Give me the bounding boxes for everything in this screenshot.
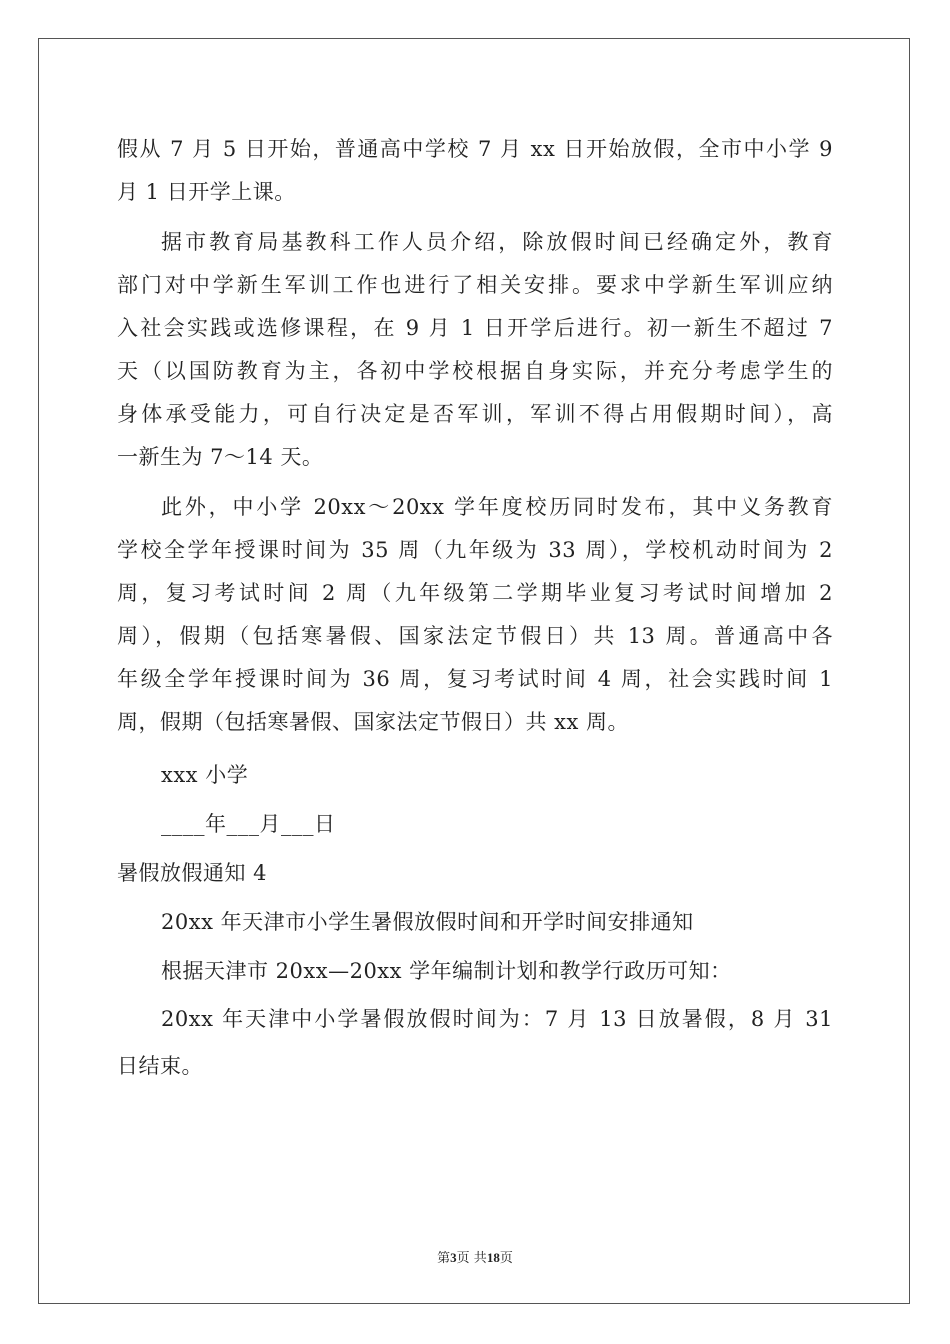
paragraph3-line: 此外，中小学 20xx～20xx 学年度校历同时发布，其中义务教育 [161,495,833,519]
paragraph3-line: 学校全学年授课时间为 35 周（九年级为 33 周），学校机动时间为 2 [117,538,833,562]
paragraph2-line: 据市教育局基教科工作人员介绍，除放假时间已经确定外，教育 [161,230,833,254]
footer-middle: 页 共 [456,1251,487,1266]
paragraph2-line: 部门对中学新生军训工作也进行了相关安排。要求中学新生军训应纳 [117,273,833,297]
section-title: 暑假放假通知 4 [117,861,268,885]
signature-date: ____年___月___日 [161,812,336,836]
notice-line: 日结束。 [117,1054,203,1078]
paragraph3-line: 年级全学年授课时间为 36 周，复习考试时间 4 周，社会实践时间 1 [117,667,833,691]
footer-prefix: 第 [437,1251,451,1266]
notice-heading: 20xx 年天津市小学生暑假放假时间和开学时间安排通知 [161,910,694,934]
paragraph3-line: 周，假期（包括寒暑假、国家法定节假日）共 xx 周。 [117,710,630,734]
footer-page-number: 3 [450,1250,457,1265]
paragraph2-line: 入社会实践或选修课程，在 9 月 1 日开学后进行。初一新生不超过 7 [117,316,833,340]
paragraph3-line: 周），假期（包括寒暑假、国家法定节假日）共 13 周。普通高中各 [117,624,833,648]
document-body [117,128,833,1090]
paragraph1-line: 月 1 日开学上课。 [117,180,296,204]
footer-suffix: 页 [499,1251,513,1266]
notice-basis: 根据天津市 20xx—20xx 学年编制计划和教学行政历可知： [161,959,732,983]
page-footer [0,1247,950,1266]
paragraph1-line: 假从 7 月 5 日开始，普通高中学校 7 月 xx 日开始放假，全市中小学 9 [117,137,833,161]
paragraph2-line: 身体承受能力，可自行决定是否军训，军训不得占用假期时间），高 [117,402,833,426]
paragraph3-line: 周，复习考试时间 2 周（九年级第二学期毕业复习考试时间增加 2 [117,581,833,605]
footer-total-pages: 18 [486,1250,500,1265]
paragraph2-line: 一新生为 7～14 天。 [117,445,324,469]
signature-school: xxx 小学 [161,763,249,787]
paragraph2-line: 天（以国防教育为主，各初中学校根据自身实际，并充分考虑学生的 [117,359,833,383]
notice-line: 20xx 年天津中小学暑假放假时间为：7 月 13 日放暑假，8 月 31 [161,1007,833,1031]
